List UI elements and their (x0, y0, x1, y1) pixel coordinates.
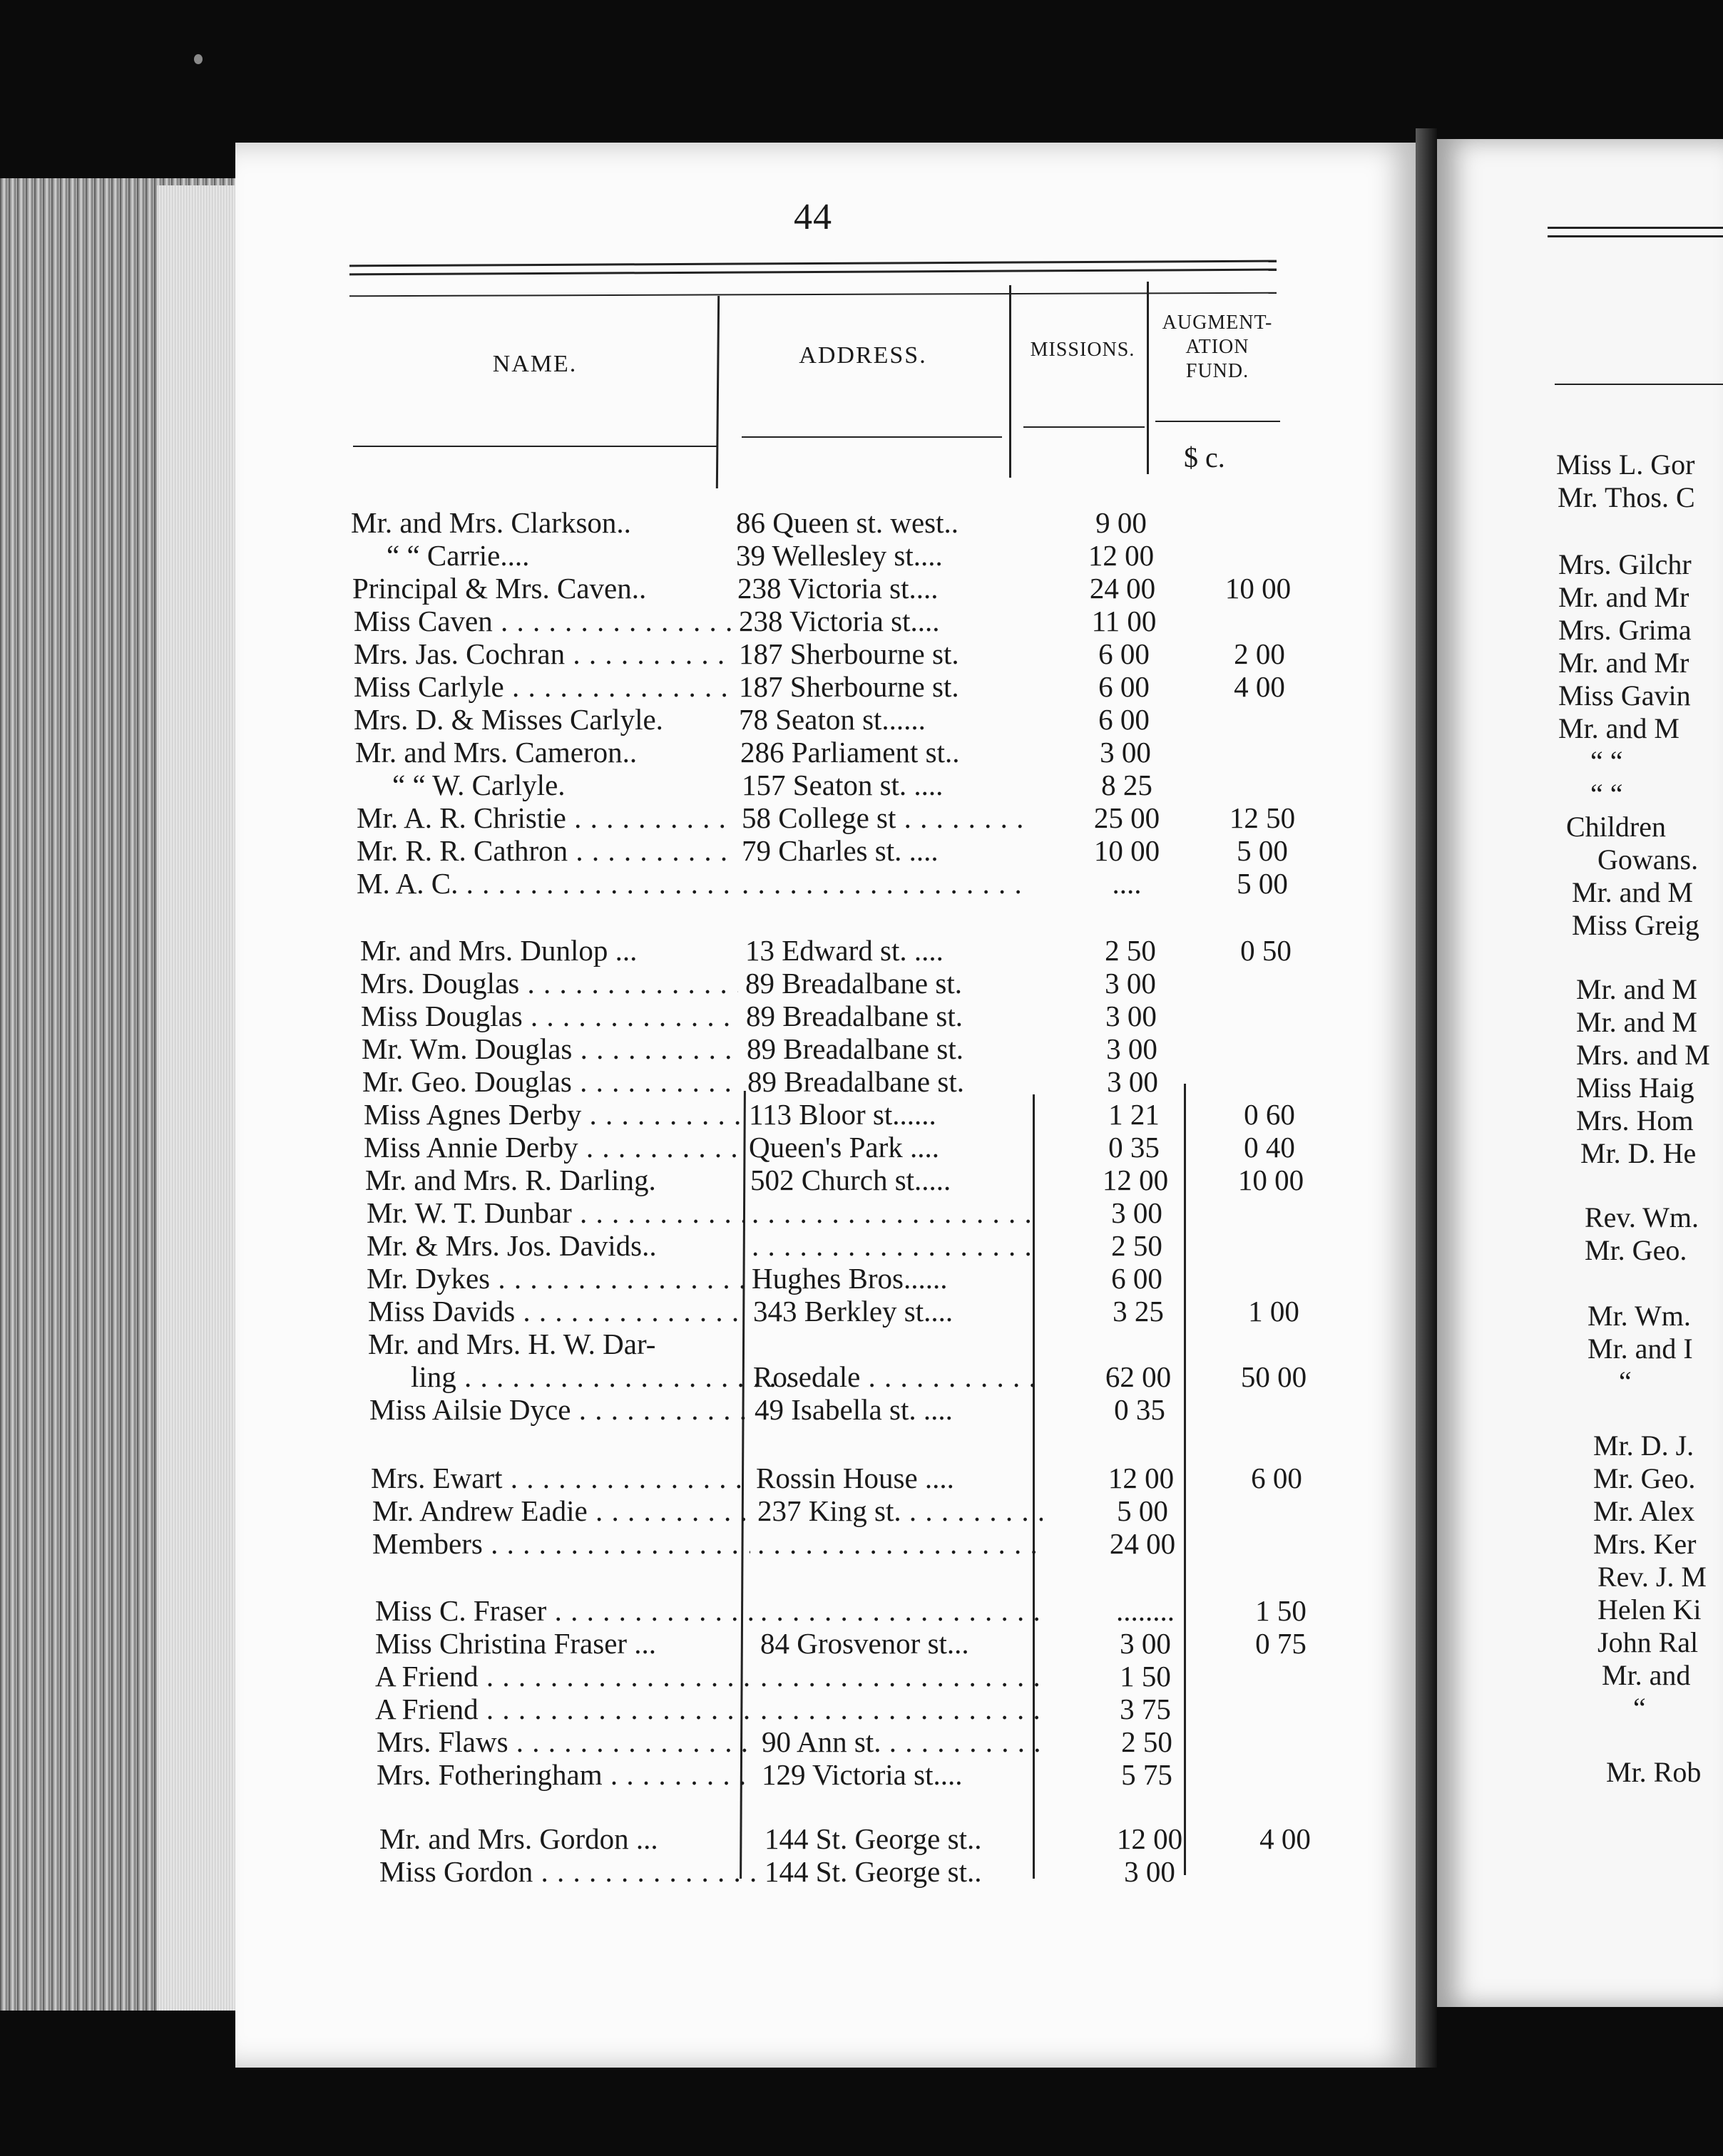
cell-aug: 2 00 (1234, 637, 1285, 670)
cell-missions: 3 00 (1120, 1627, 1171, 1660)
cell-name: ling . . . (368, 1360, 789, 1393)
cell-missions: 6 00 (1098, 703, 1150, 736)
cell-address: 90 Ann st. . . . (762, 1725, 1047, 1758)
cell-missions: 6 00 (1098, 637, 1150, 670)
right-page-line: Mr. Thos. C (1558, 481, 1695, 513)
cell-aug: 0 60 (1244, 1098, 1295, 1131)
cell-name: Mrs. Jas. Cochran . . . (354, 637, 732, 670)
cell-address: Rosedale . . . (753, 1360, 1038, 1393)
header-augmentation-line3: FUND. (1185, 360, 1249, 382)
cell-name: Miss Agnes Derby . . . (364, 1098, 742, 1131)
column-divider-2 (1009, 285, 1011, 478)
header-underline-aug (1155, 421, 1280, 422)
cell-address: 13 Edward st. .... (745, 934, 944, 967)
right-page-line: Mr. and I (1587, 1333, 1693, 1365)
cell-missions: 3 00 (1106, 1032, 1157, 1065)
header-missions: MISSIONS. (1030, 339, 1135, 361)
cell-missions: 2 50 (1105, 934, 1156, 967)
cell-name: Miss Ailsie Dyce . . . (369, 1393, 747, 1426)
cell-name: Mrs. Douglas . . . (360, 967, 738, 1000)
cell-name: Principal & Mrs. Caven.. (352, 572, 647, 605)
cell-address: 187 Sherbourne st. (739, 670, 959, 703)
cell-name: Mr. Andrew Eadie . . . (372, 1494, 750, 1527)
right-page-line: Mr. Alex (1593, 1495, 1695, 1527)
cell-missions: 25 00 (1093, 801, 1160, 834)
cell-missions: 3 75 (1120, 1693, 1171, 1725)
cell-address: 49 Isabella st. .... (755, 1393, 953, 1426)
cell-name: Mr. and Mrs. Cameron.. (355, 736, 638, 769)
cell-address (752, 1229, 1037, 1262)
cell-name: M. A. C. . . . (357, 867, 735, 900)
cell-aug: 5 00 (1237, 834, 1288, 867)
cell-name: Miss Gordon . . . (379, 1855, 757, 1888)
cell-missions: 5 00 (1117, 1494, 1168, 1527)
cell-missions: 6 00 (1098, 670, 1150, 703)
cell-address: 89 Breadalbane st. (747, 1065, 964, 1098)
right-page-line: Miss Gavin (1558, 679, 1691, 712)
cell-name: A Friend . . . (375, 1693, 753, 1725)
cell-address: 58 College st . . . (742, 801, 1027, 834)
cell-address: 86 Queen st. west.. (736, 506, 959, 539)
right-page-line: Mr. Geo. (1585, 1234, 1687, 1266)
dust-speck (194, 54, 203, 64)
right-page-line: “ (1619, 1365, 1632, 1397)
cell-missions: 2 50 (1121, 1725, 1172, 1758)
cell-aug: 50 00 (1240, 1360, 1307, 1393)
right-page-line: Miss L. Gor (1556, 448, 1695, 481)
cell-name: Mr. and Mrs. Dunlop ... (360, 934, 638, 967)
cell-address: 78 Seaton st...... (739, 703, 926, 736)
cell-name: “ “ Carrie.... (387, 539, 530, 572)
right-page-line: Mrs. Grima (1558, 614, 1692, 646)
right-page-line: Helen Ki (1597, 1593, 1702, 1626)
cell-address: 129 Victoria st.... (762, 1758, 963, 1791)
cell-missions: 3 00 (1100, 736, 1151, 769)
cell-name: Mrs. D. & Misses Carlyle. (354, 703, 663, 736)
right-page-line: “ “ (1590, 745, 1623, 777)
cell-missions: 3 00 (1105, 1000, 1157, 1032)
right-page-line: Mrs. Ker (1593, 1528, 1697, 1560)
cell-name: Mr. A. R. Christie . . . (357, 801, 735, 834)
cell-missions: 24 00 (1109, 1527, 1176, 1560)
cell-address: 286 Parliament st.. (740, 736, 960, 769)
right-page-line: Rev. J. M (1597, 1561, 1707, 1593)
header-underline-name (353, 446, 717, 447)
cell-aug: 12 50 (1229, 801, 1296, 834)
cell-name: Mr. and Mrs. R. Darling. (365, 1164, 656, 1196)
cell-missions: 12 00 (1102, 1164, 1169, 1196)
cell-name: Mrs. Fotheringham . . . (377, 1758, 755, 1791)
right-page-line: Mrs. Gilchr (1558, 548, 1692, 580)
cell-aug: 0 40 (1244, 1131, 1295, 1164)
cell-name: Mr. Geo. Douglas . . . (362, 1065, 740, 1098)
cell-address (760, 1693, 1045, 1725)
cell-missions: 12 00 (1108, 1462, 1175, 1494)
right-page-line: Mr. Wm. (1587, 1300, 1691, 1332)
header-augmentation (1150, 311, 1285, 384)
right-page-line: Gowans. (1597, 843, 1699, 876)
right-page-line: Mr. and M (1576, 1006, 1697, 1038)
cell-aug: 4 00 (1259, 1822, 1311, 1855)
cell-name: Miss Carlyle . . . (354, 670, 732, 703)
column-divider-3 (1147, 282, 1149, 474)
cell-name: Mrs. Flaws . . . (377, 1725, 755, 1758)
right-page-line: Mr. and Mr (1558, 581, 1689, 613)
cell-missions: 10 00 (1093, 834, 1160, 867)
cell-address: 502 Church st..... (750, 1164, 951, 1196)
cell-address (742, 867, 1027, 900)
cell-address: 237 King st. . . . (757, 1494, 1043, 1527)
cell-name: Members . . . (372, 1527, 750, 1560)
cell-aug: 0 50 (1240, 934, 1292, 967)
cell-address (757, 1527, 1043, 1560)
right-page-line: Mr. Geo. (1593, 1462, 1696, 1494)
cell-address (760, 1594, 1045, 1627)
cell-address (752, 1196, 1037, 1229)
cell-name: Miss Christina Fraser ... (375, 1627, 657, 1660)
cell-missions: .... (1112, 867, 1142, 900)
right-page-rule (1548, 227, 1723, 229)
cell-missions: 3 00 (1124, 1855, 1175, 1888)
cell-address: 89 Breadalbane st. (745, 967, 962, 1000)
cell-address: 238 Victoria st.... (737, 572, 939, 605)
right-page-line: Mrs. and M (1576, 1039, 1710, 1071)
cell-missions: 6 00 (1111, 1262, 1162, 1295)
cell-name: Mr. and Mrs. H. W. Dar- (368, 1328, 656, 1360)
cell-aug: 5 00 (1237, 867, 1288, 900)
header-underline-missions (1023, 426, 1145, 428)
cell-name: Miss C. Fraser . . . (375, 1594, 753, 1627)
right-page-line: Mr. and M (1558, 712, 1679, 744)
right-page-rule-2 (1548, 235, 1723, 237)
book-page-edges-inner (157, 185, 242, 2011)
right-page-rule-3 (1555, 384, 1723, 385)
cell-aug: 1 00 (1248, 1295, 1299, 1328)
cell-name: Mr. and Mrs. Clarkson.. (351, 506, 631, 539)
cell-name: Mr. W. T. Dunbar . . . (367, 1196, 745, 1229)
right-page-line: John Ral (1597, 1626, 1699, 1658)
cell-address: 89 Breadalbane st. (747, 1032, 963, 1065)
book-gutter (1416, 128, 1437, 2068)
cell-address: 144 St. George st.. (765, 1822, 982, 1855)
cell-missions: 11 00 (1091, 605, 1157, 637)
page-number: 44 (794, 197, 832, 237)
cell-address: 39 Wellesley st.... (736, 539, 943, 572)
right-page-line: “ (1633, 1692, 1646, 1724)
cell-address: 238 Victoria st.... (739, 605, 940, 637)
cell-name: Miss Douglas . . . (361, 1000, 739, 1032)
cell-aug: 6 00 (1251, 1462, 1302, 1494)
cell-name: Mr. R. R. Cathron . . . (357, 834, 735, 867)
cell-aug: 10 00 (1237, 1164, 1304, 1196)
header-address: ADDRESS. (799, 342, 927, 369)
cell-name: Mr. Wm. Douglas . . . (362, 1032, 740, 1065)
currency-units: $ c. (1184, 441, 1225, 473)
cell-name: Mr. & Mrs. Jos. Davids.. (367, 1229, 657, 1262)
cell-address: Queen's Park .... (749, 1131, 940, 1164)
cell-address: 343 Berkley st.... (753, 1295, 953, 1328)
cell-missions: 9 00 (1095, 506, 1147, 539)
cell-aug: 4 00 (1234, 670, 1285, 703)
cell-missions: 5 75 (1121, 1758, 1172, 1791)
cell-name: Miss Davids . . . (368, 1295, 746, 1328)
cell-missions: 0 35 (1108, 1131, 1160, 1164)
header-underline-address (742, 436, 1002, 438)
cell-address: 89 Breadalbane st. (746, 1000, 963, 1032)
cell-missions: 62 00 (1105, 1360, 1172, 1393)
right-page-line: Mr. and (1602, 1659, 1691, 1691)
cell-address: 157 Seaton st. .... (742, 769, 944, 801)
right-page-line: Miss Haig (1576, 1072, 1694, 1104)
cell-missions: 2 50 (1111, 1229, 1162, 1262)
cell-missions: 12 00 (1116, 1822, 1183, 1855)
right-page-line: Mr. D. He (1580, 1137, 1697, 1169)
right-page-line: Mr. and Mr (1558, 647, 1689, 679)
cell-missions: 8 25 (1101, 769, 1152, 801)
cell-name: Mr. Dykes . . . (367, 1262, 745, 1295)
cell-name: Miss Caven . . . (354, 605, 732, 637)
cell-address: 113 Bloor st...... (749, 1098, 936, 1131)
cell-aug: 0 75 (1255, 1627, 1307, 1660)
header-augmentation-line2: ATION (1185, 336, 1249, 358)
cell-name: “ “ W. Carlyle. (392, 769, 566, 801)
cell-address (760, 1660, 1045, 1693)
right-page-line: “ “ (1590, 778, 1623, 810)
cell-missions: 3 25 (1113, 1295, 1164, 1328)
cell-address: 79 Charles st. .... (742, 834, 939, 867)
right-page-line: Rev. Wm. (1585, 1201, 1699, 1233)
cell-missions: 0 35 (1114, 1393, 1165, 1426)
cell-missions: 3 00 (1105, 967, 1156, 1000)
cell-address: Hughes Bros...... (752, 1262, 948, 1295)
cell-missions: ........ (1116, 1594, 1175, 1627)
cell-name: Miss Annie Derby . . . (364, 1131, 742, 1164)
cell-missions: 12 00 (1088, 539, 1155, 572)
cell-missions: 3 00 (1107, 1065, 1158, 1098)
cell-missions: 1 50 (1120, 1660, 1171, 1693)
right-page-line: Children (1566, 811, 1666, 843)
cell-aug: 10 00 (1224, 572, 1292, 605)
header-augmentation-line1: AUGMENT- (1162, 312, 1273, 334)
right-page-line: Mr. D. J. (1593, 1429, 1694, 1462)
cell-missions: 3 00 (1111, 1196, 1162, 1229)
cell-address: Rossin House .... (756, 1462, 954, 1494)
cell-name: A Friend . . . (375, 1660, 753, 1693)
right-page-line: Mr. and M (1576, 973, 1697, 1005)
cell-missions: 1 21 (1108, 1098, 1160, 1131)
cell-address: 84 Grosvenor st... (760, 1627, 969, 1660)
right-page-line: Mr. Rob (1606, 1756, 1702, 1788)
right-page-line: Mr. and M (1572, 876, 1693, 908)
cell-name: Mrs. Ewart . . . (371, 1462, 749, 1494)
cell-address: 144 St. George st.. (765, 1855, 982, 1888)
cell-address: 187 Sherbourne st. (739, 637, 959, 670)
right-page-line: Mrs. Hom (1576, 1104, 1694, 1136)
right-page-line: Miss Greig (1572, 909, 1699, 941)
header-name: NAME. (492, 351, 578, 377)
cell-aug: 1 50 (1255, 1594, 1307, 1627)
cell-missions: 24 00 (1089, 572, 1156, 605)
cell-name: Mr. and Mrs. Gordon ... (379, 1822, 658, 1855)
